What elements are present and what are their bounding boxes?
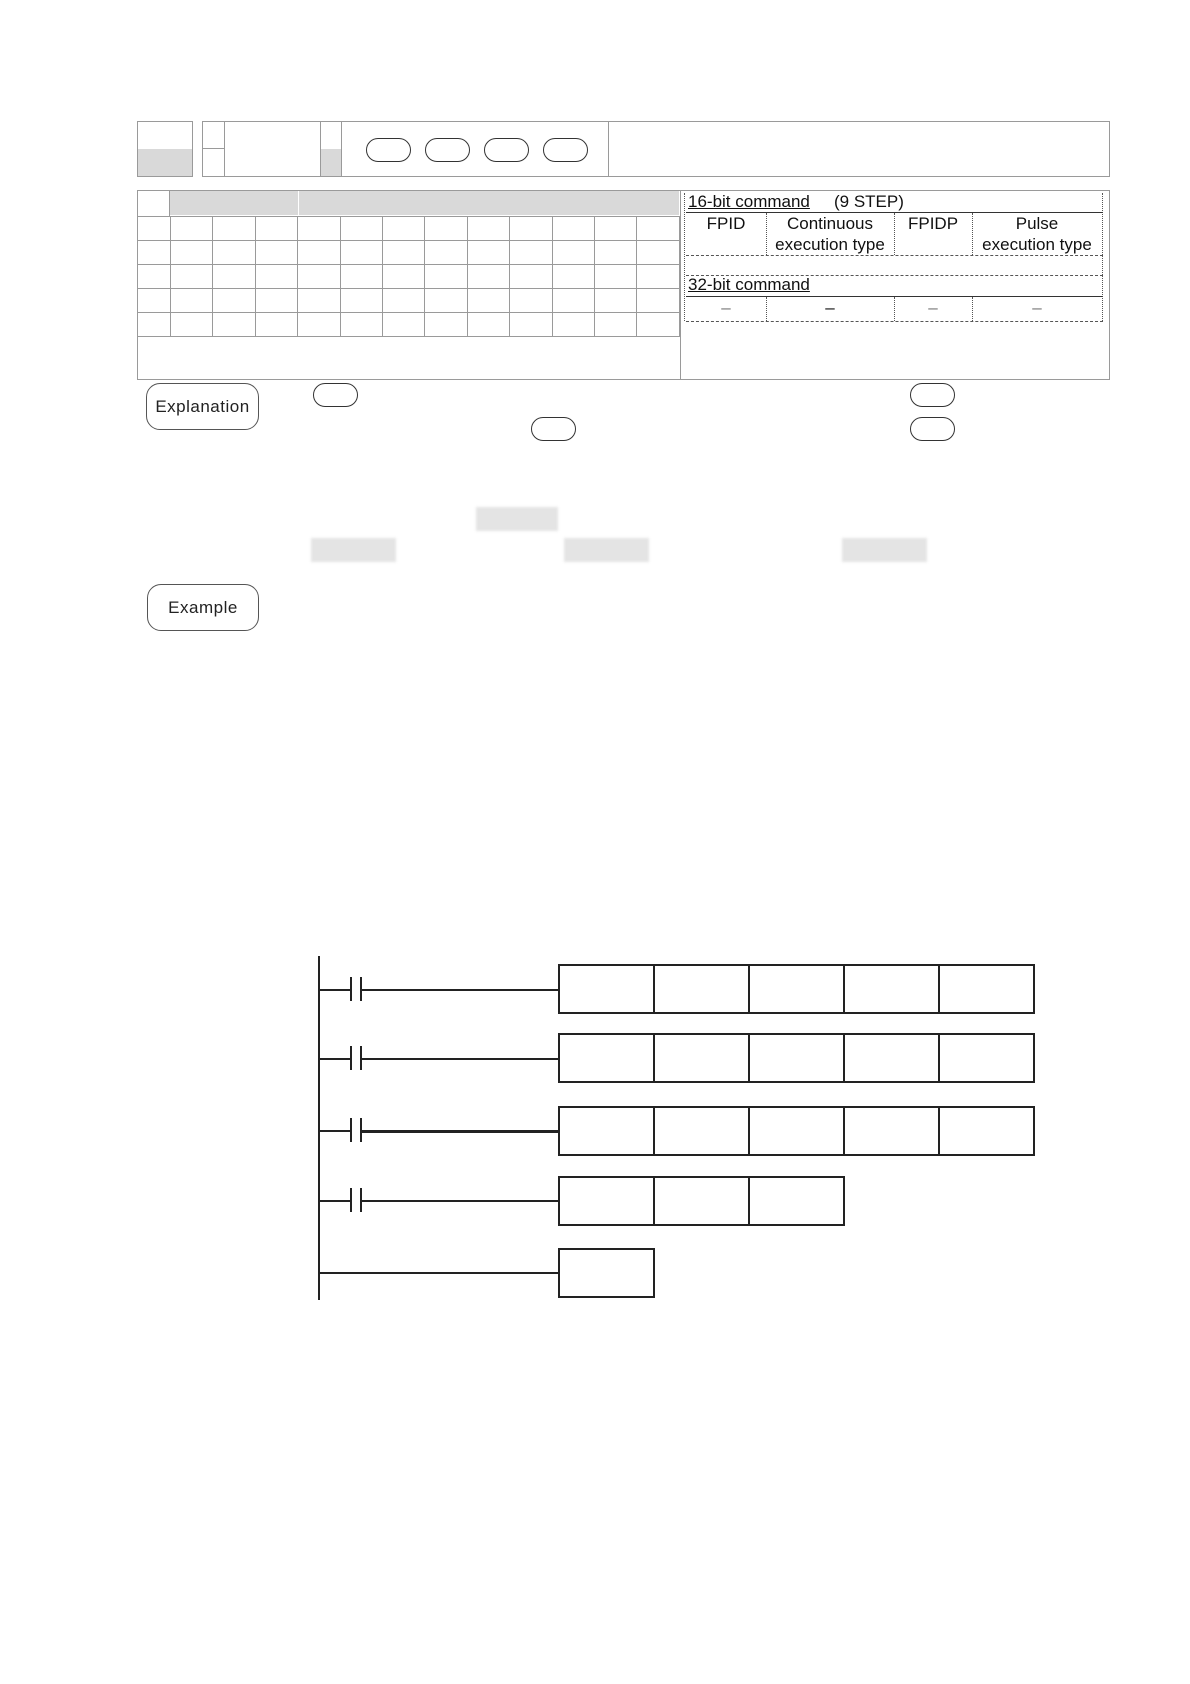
pulse-flag-shade bbox=[321, 149, 341, 176]
cmd32-val-1: – bbox=[721, 298, 731, 317]
rung-2-wire-left bbox=[320, 1058, 350, 1060]
redacted-placeholder-2 bbox=[311, 538, 396, 562]
operand-oval-1 bbox=[366, 138, 411, 162]
cmd32-title: 32-bit command bbox=[688, 275, 810, 294]
rung-3-box-5 bbox=[938, 1106, 1035, 1156]
bit-device-header bbox=[170, 191, 298, 215]
operand-frame-split bbox=[680, 190, 681, 380]
rung-1-wire-left bbox=[320, 989, 350, 991]
ladder-left-rail bbox=[318, 956, 320, 1300]
rung-4-wire-right bbox=[362, 1200, 559, 1202]
cmd16-title: 16-bit command bbox=[688, 192, 810, 211]
cmd16-steps: (9 STEP) bbox=[834, 192, 904, 211]
rung-5-wire bbox=[320, 1272, 559, 1274]
rung-1-box-3 bbox=[748, 964, 845, 1014]
word-device-header bbox=[299, 191, 679, 215]
rung-3-wire-right bbox=[362, 1130, 559, 1133]
operand-oval-4 bbox=[543, 138, 588, 162]
operand-oval-2 bbox=[425, 138, 470, 162]
rung-1-box-4 bbox=[843, 964, 940, 1014]
rung-2-box-4 bbox=[843, 1033, 940, 1083]
operand-row bbox=[138, 313, 680, 337]
cmd16-col-fpid: FPID bbox=[706, 214, 746, 233]
api-number-shade bbox=[138, 149, 192, 176]
rung-4-contact-left-plate bbox=[350, 1188, 352, 1212]
explanation-operand-oval-3 bbox=[531, 417, 576, 441]
rung-3-box-3 bbox=[748, 1106, 845, 1156]
redacted-placeholder-4 bbox=[842, 538, 927, 562]
cmd16-col-fpidp: FPIDP bbox=[907, 214, 959, 233]
rung-2-box-1 bbox=[558, 1033, 655, 1083]
operand-header-divider bbox=[608, 121, 609, 177]
cmd32-val-4: – bbox=[1032, 298, 1042, 317]
example-label: Example bbox=[147, 584, 259, 631]
cmd16-col-continuous: Continuous execution type bbox=[775, 214, 885, 254]
cmd16-bottom-rule bbox=[686, 255, 1103, 256]
cmd-box-left-edge bbox=[684, 193, 685, 321]
rung-1-box-2 bbox=[653, 964, 750, 1014]
cmd32-bottom-rule bbox=[686, 321, 1103, 322]
rung-2-box-5 bbox=[938, 1033, 1035, 1083]
operand-row bbox=[138, 217, 680, 241]
rung-3-contact-left-plate bbox=[350, 1118, 352, 1142]
operand-row bbox=[138, 241, 680, 265]
rung-3-wire-left bbox=[320, 1130, 350, 1132]
rung-4-box-3 bbox=[748, 1176, 845, 1226]
rung-4-box-2 bbox=[653, 1176, 750, 1226]
operand-grid bbox=[137, 216, 680, 337]
explanation-operand-oval-2 bbox=[910, 383, 955, 407]
explanation-operand-oval-1 bbox=[313, 383, 358, 407]
mnemonic-hline bbox=[202, 148, 224, 149]
rung-1-contact-left-plate bbox=[350, 977, 352, 1001]
rung-1-box-1 bbox=[558, 964, 655, 1014]
rung-4-box-1 bbox=[558, 1176, 655, 1226]
rung-3-box-4 bbox=[843, 1106, 940, 1156]
rung-1-wire-right bbox=[362, 989, 559, 991]
rung-2-contact-left-plate bbox=[350, 1046, 352, 1070]
rung-2-box-3 bbox=[748, 1033, 845, 1083]
rung-2-box-2 bbox=[653, 1033, 750, 1083]
rung-4-wire-left bbox=[320, 1200, 350, 1202]
mnemonic-divider bbox=[224, 121, 225, 177]
operand-left-column-top bbox=[137, 191, 170, 216]
rung-2-wire-right bbox=[362, 1058, 559, 1060]
redacted-placeholder-1 bbox=[476, 507, 558, 531]
rung-1-box-5 bbox=[938, 964, 1035, 1014]
operand-row bbox=[138, 289, 680, 313]
operand-grid-body bbox=[138, 217, 680, 337]
rung-3-box-2 bbox=[653, 1106, 750, 1156]
cmd32-val-3: – bbox=[928, 298, 938, 317]
explanation-operand-oval-4 bbox=[910, 417, 955, 441]
operand-row bbox=[138, 265, 680, 289]
redacted-placeholder-3 bbox=[564, 538, 649, 562]
operand-oval-3 bbox=[484, 138, 529, 162]
explanation-label: Explanation bbox=[146, 383, 259, 430]
rung-5-box-1 bbox=[558, 1248, 655, 1298]
cmd32-val-2: – bbox=[825, 298, 835, 317]
rung-3-box-1 bbox=[558, 1106, 655, 1156]
cmd16-col-pulse: Pulse execution type bbox=[982, 214, 1092, 254]
